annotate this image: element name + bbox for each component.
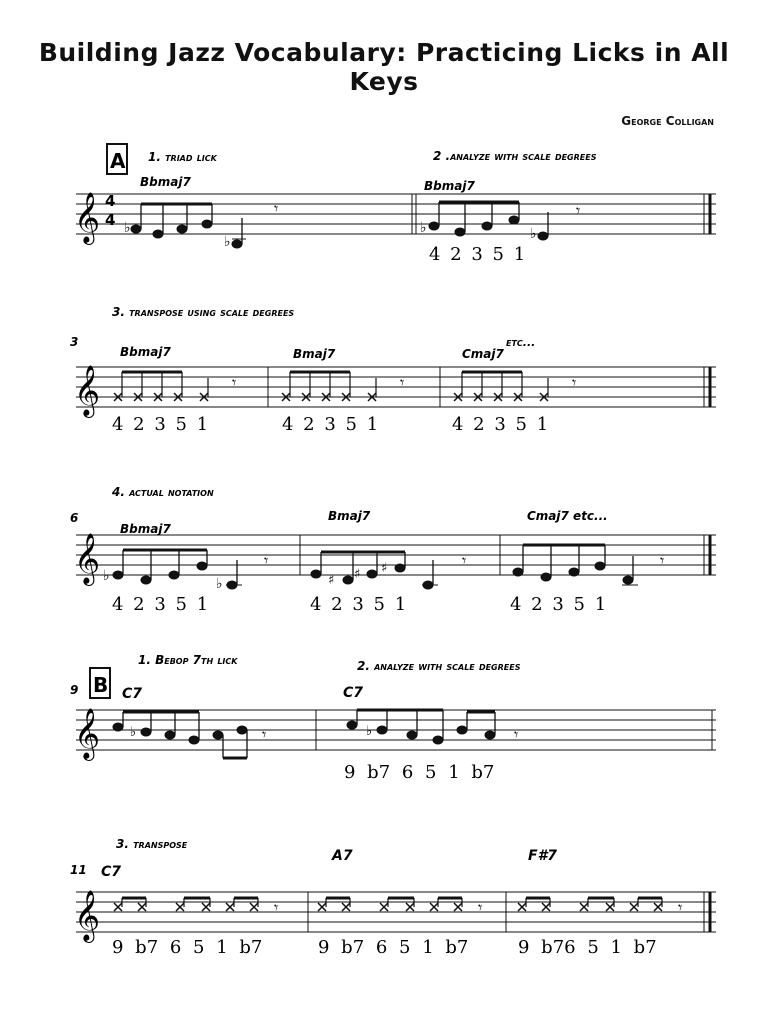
notes-measure-2 (420, 201, 580, 242)
chord-symbol: Cmaj7 (462, 347, 504, 361)
flat-sign: ♭ (420, 220, 427, 236)
chord-symbol: C7 (122, 686, 143, 702)
note (429, 222, 439, 230)
treble-clef: 𝄞 (74, 533, 101, 584)
treble-clef: 𝄞 (74, 708, 101, 759)
scale-degrees: 9 b7 6 5 1 b7 (344, 762, 495, 783)
flat-sign: ♭ (530, 226, 537, 242)
page-title: Building Jazz Vocabulary: Practicing Licks in All Keys (38, 38, 730, 96)
chord-symbol: F#7 (528, 848, 558, 864)
svg-text:♯: ♯ (328, 573, 335, 588)
note (131, 225, 141, 233)
scale-degrees: 4 2 3 5 1 (310, 594, 407, 615)
instruction-text: 3. transpose (116, 837, 188, 851)
measure-number: 9 (70, 683, 79, 697)
measure-number: 3 (70, 335, 79, 349)
chord-symbol: C7 (101, 864, 122, 880)
instruction-text: 3. transpose using scale degrees (112, 305, 295, 319)
chord-symbol: Bbmaj7 (140, 175, 191, 189)
rehearsal-mark: B (93, 673, 109, 697)
svg-text:𝄾: 𝄾 (660, 551, 665, 570)
scale-degrees: 4 2 3 5 1 (452, 414, 549, 435)
svg-text:𝄾: 𝄾 (262, 725, 267, 744)
note (177, 225, 187, 233)
svg-text:♯: ♯ (354, 567, 361, 582)
scale-degrees: 4 2 3 5 1 (112, 594, 209, 615)
eighth-rest: 𝄾 (400, 373, 405, 392)
flat-sign: ♭ (224, 234, 231, 250)
svg-text:♭: ♭ (103, 568, 110, 584)
svg-text:♭: ♭ (366, 724, 373, 739)
notes-measure-10 (347, 710, 518, 744)
scale-degrees: 4 2 3 5 1 (282, 414, 379, 435)
eighth-rest: 𝄾 (576, 201, 581, 220)
system-5 (70, 837, 716, 958)
svg-text:♯: ♯ (381, 561, 388, 576)
eighth-rest: 𝄾 (274, 898, 279, 917)
notes-measure-7 (311, 551, 466, 589)
instruction-text: 4. actual notation (112, 485, 214, 499)
eighth-rest: 𝄾 (572, 373, 577, 392)
system-2 (70, 305, 716, 435)
slash-notes (114, 898, 682, 917)
eighth-rest: 𝄾 (232, 373, 237, 392)
instruction-text: 2 .analyze with scale degrees (433, 149, 597, 163)
rehearsal-mark: A (110, 149, 126, 173)
chord-symbol: Bmaj7 (328, 509, 371, 523)
instruction-text: 1. triad lick (148, 150, 217, 164)
time-signature-top: 4 (105, 192, 116, 210)
chord-symbol: Cmaj7 etc... (527, 509, 608, 523)
treble-clef: 𝄞 (74, 365, 101, 416)
note (509, 216, 519, 224)
note (455, 228, 465, 236)
chord-symbol: Bmaj7 (293, 347, 336, 361)
svg-text:𝄾: 𝄾 (264, 551, 269, 570)
instruction-text: 1. Bebop 7th lick (138, 653, 238, 667)
note (232, 240, 242, 248)
notes-measure-9 (113, 712, 266, 758)
scale-degrees: 4 2 3 5 1 (429, 244, 526, 265)
chord-symbol: Bbmaj7 (424, 179, 475, 193)
chord-symbol: Bbmaj7 (120, 345, 171, 359)
chord-symbol: Bbmaj7 (120, 522, 171, 536)
chord-extra: etc... (506, 336, 536, 349)
eighth-rest: 𝄾 (274, 199, 279, 218)
notes-measure-6 (103, 550, 268, 592)
svg-text:𝄾: 𝄾 (514, 725, 519, 744)
scale-degrees: 4 2 3 5 1 (510, 594, 607, 615)
scale-degrees: 9 b7 6 5 1 b7 (318, 937, 469, 958)
svg-text:♭: ♭ (130, 725, 137, 740)
measure-number: 6 (70, 511, 79, 525)
note (538, 232, 548, 240)
composer-name: George Colligan (621, 114, 714, 128)
instruction-text: 2. analyze with scale degrees (357, 659, 521, 673)
note (202, 220, 212, 228)
system-4 (70, 653, 716, 783)
eighth-rest: 𝄾 (478, 898, 483, 917)
chord-symbol: A7 (332, 848, 353, 864)
scale-degrees: 9 b76 5 1 b7 (518, 937, 657, 958)
eighth-rest: 𝄾 (678, 898, 683, 917)
measure-number: 11 (70, 863, 87, 877)
treble-clef: 𝄞 (74, 890, 101, 941)
flat-sign: ♭ (124, 220, 131, 236)
scale-degrees: 9 b7 6 5 1 b7 (112, 937, 263, 958)
staff-lines (76, 194, 716, 234)
svg-text:♭: ♭ (216, 576, 223, 592)
time-signature-bottom: 4 (105, 211, 116, 229)
svg-text:𝄾: 𝄾 (462, 551, 467, 570)
system-3 (70, 485, 716, 615)
note (153, 230, 163, 238)
system-1 (74, 144, 716, 265)
chord-symbol: C7 (343, 685, 364, 701)
note (482, 222, 492, 230)
treble-clef: 𝄞 (74, 192, 101, 243)
scale-degrees: 4 2 3 5 1 (112, 414, 209, 435)
